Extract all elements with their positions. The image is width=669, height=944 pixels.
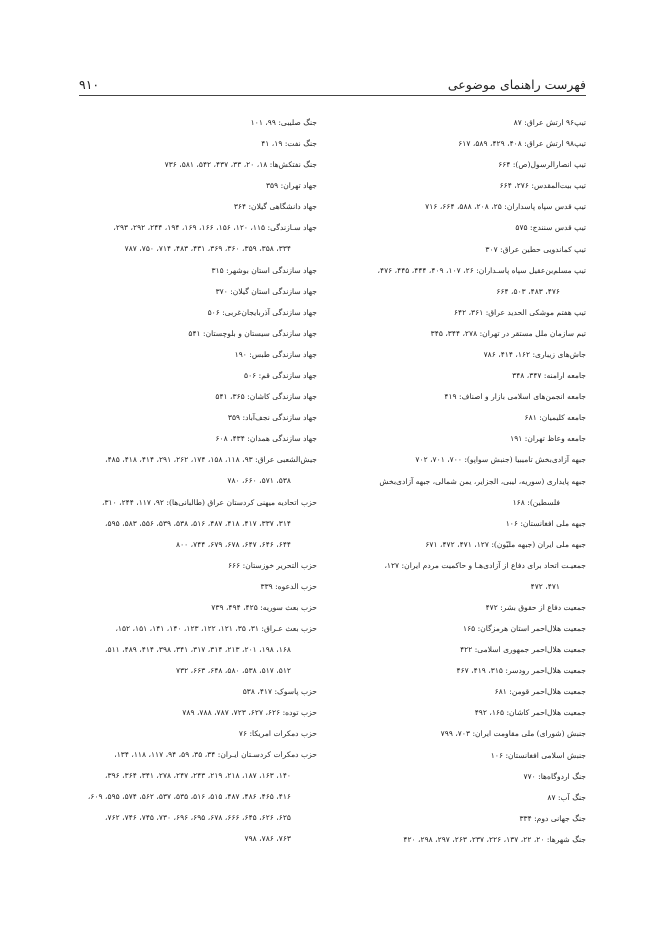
index-entry: [296, 181, 586, 191]
index-entry-text: حزب اتحادیه میهنی کردستان عراق (طالبانی‌ها): ۹۲، ۱۱۷، ۲۴۴، ۳۱۰،: [102, 497, 317, 507]
index-entry-text: جیش‌الشعبی عراق: ۹۳، ۱۱۸، ۱۵۸، ۱۷۴، ۲۶۲، ۲۹۱، ۴۱۴، ۴۱۸، ۴۸۵،: [105, 455, 317, 465]
index-entry: [72, 371, 317, 381]
index-entry-text: جهاد سـازندگی: ۱۱۵، ۱۲۰، ۱۵۶، ۱۶۶، ۱۶۹، ۱۹۴، ۲۴۴، ۲۹۲، ۲۹۳،: [113, 223, 317, 233]
index-entry-text: تیپ هفتم موشکی الحدید عراق: ۳۶۱، ۶۴۲: [453, 307, 586, 317]
index-entry: [296, 139, 586, 149]
index-entry: [296, 223, 586, 233]
index-entry-continuation: ۱۶۸، ۱۹۸، ۲۰۱، ۲۱۳، ۳۱۴، ۳۱۷، ۳۴۱، ۳۹۸، ۴۱۴، ۴۸۹، ۵۱۱،: [105, 644, 291, 654]
index-entry-continuation: ۴۷۶، ۴۸۳، ۵۰۳، ۶۶۴: [496, 286, 560, 296]
index-entry: [296, 835, 586, 845]
index-entry-text: جهاد سازندگی قم: ۵۰۶: [243, 371, 317, 381]
index-entry: [296, 371, 586, 381]
index-entry-text: جنگ جهانی دوم: ۳۳۴: [519, 813, 586, 823]
index-entry: [296, 519, 586, 529]
index-entry-text: جمعیت هلال‌احمر کاشان: ۱۶۵، ۴۹۲: [474, 708, 586, 718]
index-entry-text: جنگ نفت: ۱۹، ۴۱: [261, 139, 317, 149]
index-entry-text: جهاد سازندگی استان گیلان: ۳۷۰: [215, 286, 317, 296]
index-column-left: [72, 118, 317, 855]
index-entry-text: جهاد تهران: ۳۵۹: [265, 181, 317, 191]
header-rule: [79, 95, 586, 96]
index-entry-continuation: ۴۱۶، ۴۶۵، ۴۸۶، ۴۸۷، ۵۱۵، ۵۱۶، ۵۳۵، ۵۳۷، ۵۶۲، ۵۷۴، ۵۹۵، ۶۰۹،: [87, 792, 291, 802]
index-entry: [296, 708, 586, 718]
index-entry-text: جنگ اردوگاه‌ها: ۷۷۰: [523, 771, 586, 781]
index-entry: [296, 603, 586, 613]
index-entry: [296, 245, 586, 255]
index-entry-text: جامعه ارامنه: ۳۴۷، ۳۴۸: [512, 371, 586, 381]
index-entry-text: جهاد دانشگاهی گیلان: ۳۶۴: [233, 202, 317, 212]
index-entry: [296, 751, 586, 761]
page-number: ۹۱۰: [79, 77, 100, 92]
index-entry: [72, 687, 317, 697]
index-entry: [296, 266, 586, 297]
index-entry-text: جهاد سازندگی آذربایجان‌غربی: ۵۰۶: [207, 307, 317, 317]
index-entry: [296, 477, 586, 508]
index-entry-text: جهاد سازندگی سیستان و بلوچستان: ۵۴۱: [188, 328, 317, 338]
index-entry-text: جامعه کلیمیان: ۶۸۱: [524, 413, 586, 423]
index-entry-text: تیپ۹۶ ارتش عراق: ۸۷: [513, 118, 586, 127]
index-entry: [296, 624, 586, 634]
index-entry-text: حزب پاسوک: ۴۱۷، ۵۳۸: [242, 686, 317, 696]
index-entry: [296, 540, 586, 550]
index-entry: [296, 160, 586, 170]
index-entry: [296, 329, 586, 339]
index-entry-text: جاش‌های زیباری: ۱۶۲، ۴۱۴، ۷۸۶: [483, 349, 586, 359]
index-entry: [296, 772, 586, 782]
index-entry-continuation: ۵۳۸، ۵۷۱، ۶۶۰، ۷۸۰: [227, 476, 291, 486]
index-entry-text: جبهه ملی ایران (جبهه ملیّون): ۱۲۷، ۴۷۱، ۴۷۲، ۶۷۱: [425, 539, 586, 549]
page-header: [79, 70, 586, 92]
index-entry: [72, 561, 317, 571]
index-entry-text: حزب دمکرات امریکا: ۷۶: [238, 729, 317, 739]
index-entry-continuation: ۶۲۵، ۶۲۶، ۶۴۵، ۶۶۶، ۶۷۸، ۶۹۵، ۶۹۶، ۷۳۰، ۷۴۵، ۷۴۶، ۷۶۲،: [105, 813, 291, 823]
index-entry: [296, 793, 586, 803]
index-entry: [72, 708, 317, 718]
index-entry-continuation: ۷۶۳، ۷۸۶، ۷۹۸: [244, 834, 291, 844]
index-entry: [72, 181, 317, 191]
index-entry: [72, 308, 317, 318]
index-entry: [296, 118, 586, 128]
index-entry: [72, 434, 317, 444]
index-entry: [296, 645, 586, 655]
index-entry-text: جهاد سازندگی همدان: ۴۳۴، ۶۰۸: [215, 434, 317, 444]
index-entry-text: حزب التحریر خوزستان: ۶۶۶: [227, 560, 317, 570]
index-entry: [72, 118, 317, 128]
index-entry-continuation: فلسطین): ۱۶۸: [512, 497, 560, 507]
index-entry-text: جمعیت هلال‌احمر جمهوری اسلامی: ۴۲۲: [460, 645, 586, 655]
index-entry-continuation: ۱۴۰، ۱۶۳، ۱۸۷، ۲۱۸، ۲۱۹، ۲۴۳، ۲۴۷، ۲۷۸، ۳۴۱، ۳۶۴، ۳۹۶،: [105, 771, 291, 781]
index-entry: [296, 814, 586, 824]
index-entry-text: جهاد سازندگی طبس: ۱۹۰: [234, 349, 317, 359]
index-entry-text: حزب الدعوه: ۳۳۹: [260, 581, 317, 591]
index-entry-text: جبهه آزادی‌بخش تامیبیا (جنبش سواپو): ۷۰۰، ۷۰۱، ۷۰۲: [415, 455, 586, 465]
index-entry-text: جهاد سازندگی استان بوشهر: ۳۱۵: [211, 265, 317, 275]
index-entry-text: تیپ انصارالرسول(ص): ۶۶۴: [498, 160, 586, 170]
index-entry: [72, 160, 317, 170]
index-entry-text: حزب بعث سوریه: ۴۲۵، ۴۹۴، ۷۳۹: [211, 602, 317, 612]
index-entry-text: تیپ قدس سپاه پاسداران: ۲۵، ۲۰۸، ۵۸۸، ۶۶۴، ۷۱۶: [425, 202, 586, 212]
index-entry-text: حزب توده: ۶۲۶، ۶۲۷، ۷۲۳، ۷۸۷، ۷۸۸، ۷۸۹: [182, 708, 317, 718]
index-entry: [72, 202, 317, 212]
index-entry: [296, 729, 586, 739]
index-entry-continuation: ۴۷۱، ۴۷۲: [530, 581, 560, 591]
index-entry-text: تیپ قدس سنندج: ۵۷۵: [515, 223, 586, 233]
index-entry: [296, 687, 586, 697]
index-entry: [72, 266, 317, 276]
index-entry-text: جمعیت هلال‌احمر قومن: ۶۸۱: [494, 687, 586, 697]
index-column-right: [296, 118, 586, 856]
index-entry-text: جامعه وعاظ تهران: ۱۹۱: [510, 434, 586, 444]
index-entry-text: جمعیـت اتحاد برای دفاع از آزادی‌هـا و حاکمیت مردم ایران: ۱۲۷،: [384, 560, 586, 570]
index-entry: [72, 392, 317, 402]
index-entry: [72, 498, 317, 550]
index-entry: [296, 666, 586, 676]
index-entry-text: جمعیت هلال‌احمر استان هرمزگان: ۱۶۵: [462, 623, 586, 633]
index-entry-text: جهاد سازندگی نجف‌آباد: ۳۵۹: [227, 413, 317, 423]
index-entry: [296, 434, 586, 444]
index-entry: [72, 624, 317, 676]
index-entry-text: جنبش (شورای) ملی مقاومت ایران: ۷۰۳، ۷۹۹: [440, 729, 586, 739]
index-entry: [296, 202, 586, 212]
index-entry-continuation: ۵۱۲، ۵۱۷، ۵۳۸، ۵۸۰، ۶۴۸، ۶۶۳، ۷۳۲: [176, 665, 291, 675]
index-entry-text: تیم سازمان ملل مستقر در تهران: ۲۷۸، ۳۴۴، ۳۴۵: [430, 328, 586, 338]
index-entry-text: جبهه ملی افغانستان: ۱۰۶: [505, 518, 586, 528]
index-entry-text: جهاد سازندگی کاشان: ۳۶۵، ۵۴۱: [215, 392, 317, 402]
index-entry: [296, 350, 586, 360]
index-entry-text: جنبش اسلامی افغانستان: ۱۰۶: [490, 750, 586, 760]
index-entry: [72, 223, 317, 254]
index-entry-text: جنگ نفتکش‌ها: ۱۸، ۲۰، ۳۳، ۴۳۷، ۵۴۲، ۵۸۱، ۷۳۶: [164, 160, 317, 170]
index-entry-text: جنگ آب: ۸۷: [547, 792, 586, 802]
index-entry: [72, 455, 317, 486]
running-title: فهرست راهنمای موضوعی: [447, 77, 586, 92]
index-entry-continuation: ۶۴۴، ۶۴۶، ۶۴۷، ۶۷۸، ۶۷۹، ۷۴۴، ۸۰۰: [176, 539, 291, 549]
index-entry: [296, 413, 586, 423]
index-entry: [72, 729, 317, 739]
index-entry-continuation: ۳۳۴، ۳۵۸، ۳۵۹، ۳۶۰، ۳۶۹، ۴۳۱، ۴۸۳، ۷۱۴، ۷۵۰، ۷۸۷: [124, 244, 291, 254]
index-entry-text: جامعه انجمن‌های اسلامی بازار و اصناف: ۴۱۹: [444, 392, 586, 402]
index-entry: [296, 455, 586, 465]
index-entry-text: تیپ مسلم‌بن‌عقیل سپاه پاسـداران: ۲۶، ۱۰۷، ۴۰۹، ۴۴۴، ۴۴۵، ۴۷۶،: [377, 265, 586, 275]
index-entry-text: تیپ بیت‌المقدس: ۲۷۶، ۶۶۴: [499, 181, 586, 191]
index-entry-text: جنگ صلیبی: ۹۹، ۱۰۱: [250, 118, 317, 127]
index-entry-text: جبهه پایداری (سوریه، لیبی، الجزایر، یمن شمالی، جبهه آزادی‌بخش: [379, 476, 586, 486]
index-entry-text: تیپ کماندویی حطین عراق: ۳۰۷: [485, 244, 586, 254]
index-entry-text: تیپ۹۸ ارتش عراق: ۴۰۸، ۴۲۹، ۵۸۹، ۶۱۷: [458, 139, 586, 149]
index-entry: [296, 308, 586, 318]
index-entry: [296, 392, 586, 402]
index-entry: [72, 413, 317, 423]
index-entry: [72, 287, 317, 297]
index-entry: [72, 350, 317, 360]
index-entry: [72, 139, 317, 149]
index-entry-text: حزب بعث عـراق: ۳۱، ۳۵، ۱۲۱، ۱۲۲، ۱۲۳، ۱۴۰، ۱۴۱، ۱۵۱، ۱۵۲،: [115, 623, 317, 633]
index-entry: [72, 603, 317, 613]
index-entry: [72, 750, 317, 844]
index-entry-continuation: ۳۱۴، ۳۳۷، ۴۱۷، ۴۱۸، ۴۸۷، ۵۱۶، ۵۳۸، ۵۳۹، ۵۵۶، ۵۸۳، ۵۹۵،: [105, 518, 291, 528]
index-entry: [296, 561, 586, 592]
index-entry: [72, 582, 317, 592]
index-entry-text: حزب دمکرات کردسـتان ایـران: ۳۴، ۳۵، ۵۹، ۹۴، ۱۱۷، ۱۱۸، ۱۳۴،: [114, 750, 317, 760]
index-entry-text: جنگ شهرها: ۲۰، ۲۲، ۱۳۷، ۲۲۶، ۲۳۷، ۲۶۳، ۲۹۷، ۲۹۸، ۴۲۰: [403, 834, 586, 844]
index-entry-text: جمعیت هلال‌احمر رودسر: ۳۱۵، ۴۱۹، ۴۶۷: [456, 666, 586, 676]
index-entry: [72, 329, 317, 339]
index-entry-text: جمعیت دفاع از حقوق بشر: ۴۷۲: [485, 602, 586, 612]
